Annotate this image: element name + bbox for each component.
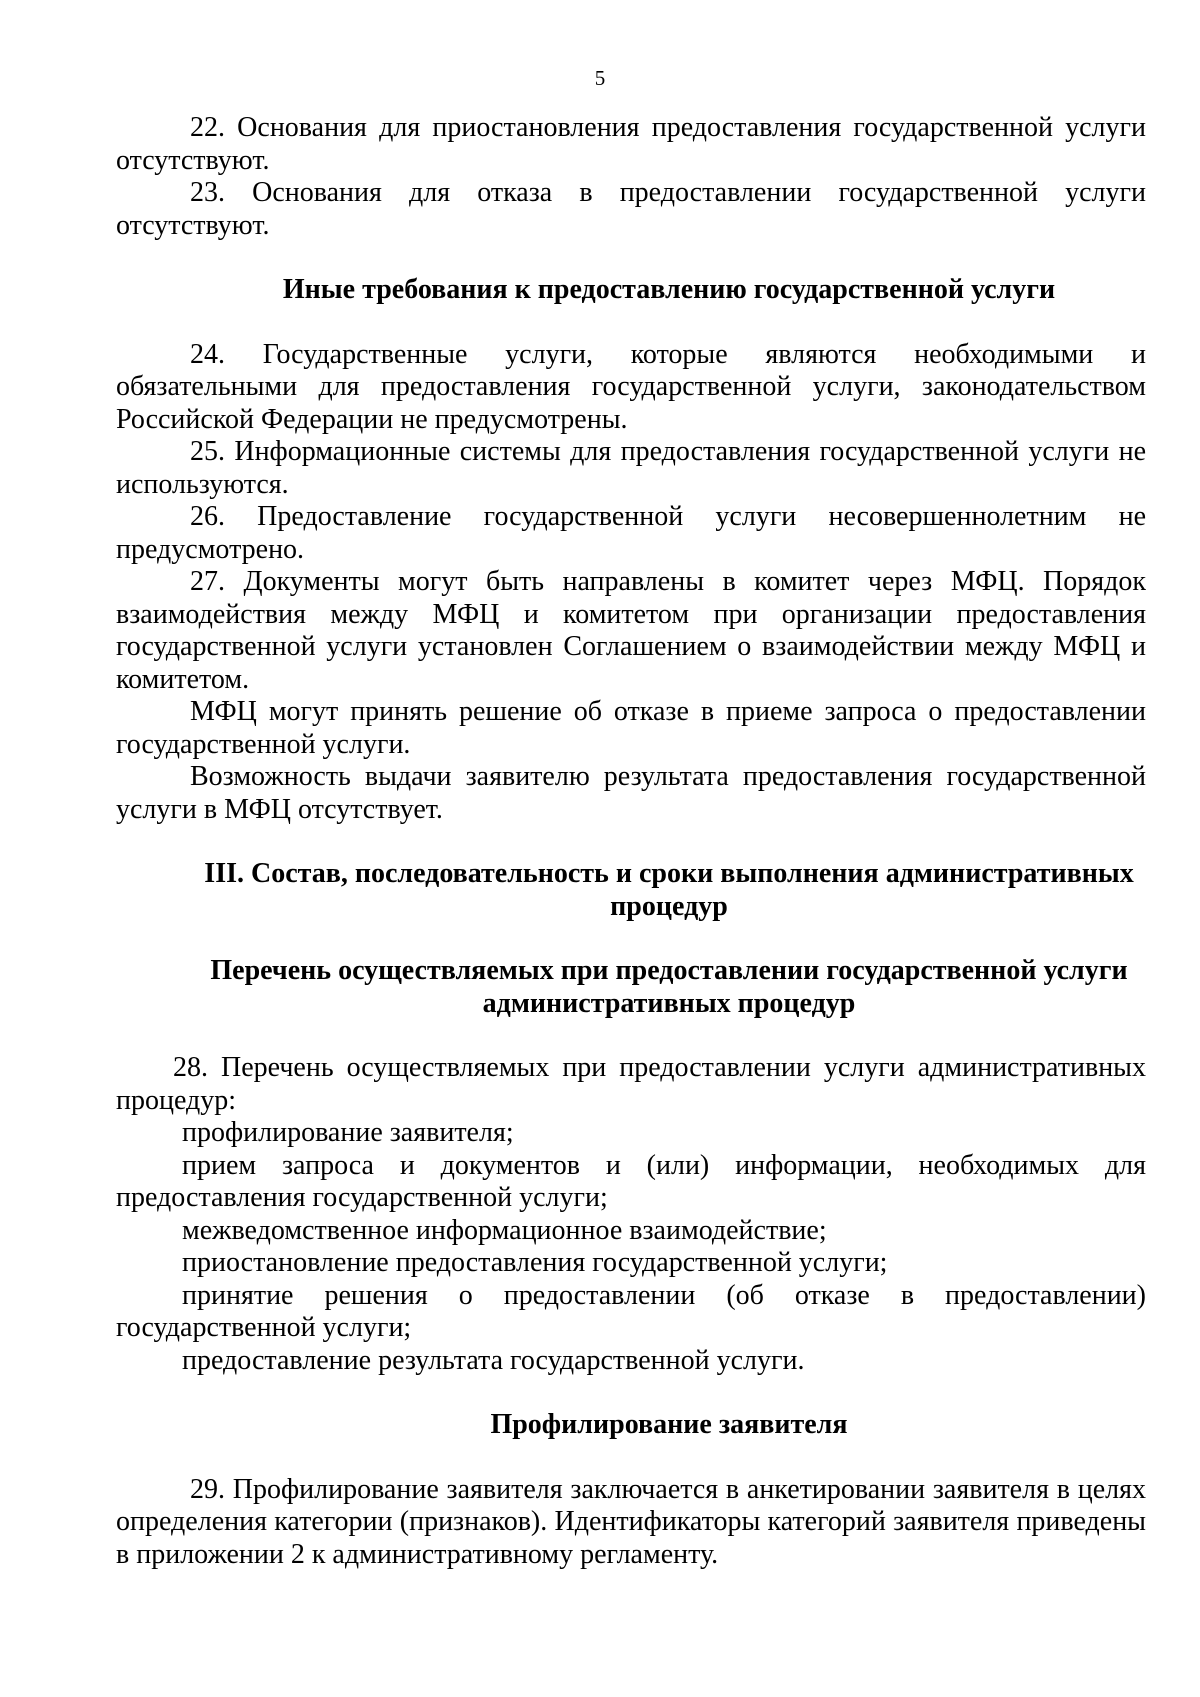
heading-procedures-list: Перечень осуществляемых при предоставлении государственной услуги административных процедур (210, 955, 1128, 1019)
paragraph-27-result: Возможность выдачи заявителю результата предоставления государственной услуги в МФЦ отсутствует. (116, 761, 1146, 825)
paragraph-23: 23. Основания для отказа в предоставлении государственной услуги отсутствуют. (116, 177, 1146, 241)
heading-section-3: III. Состав, последовательность и сроки выполнения административных процедур (204, 858, 1134, 922)
paragraph-24: 24. Государственные услуги, которые являются необходимыми и обязательными для предоставления государственной услуги, законодательством Российской Федерации не предусмотрены. (116, 338, 1146, 435)
paragraph-25: 25. Информационные системы для предоставления государственной услуги не используются. (116, 436, 1146, 500)
paragraph-29: 29. Профилирование заявителя заключается в анкетировании заявителя в целях определения категории (признаков). Идентификаторы категорий заявителя приведены в приложении 2 к административному регламенту. (116, 1473, 1146, 1570)
list-item: приостановление предоставления государственной услуги; (182, 1247, 888, 1278)
paragraph-28: 28. Перечень осуществляемых при предоставлении услуги административных процедур: (116, 1052, 1146, 1116)
paragraph-27: 27. Документы могут быть направлены в комитет через МФЦ. Порядок взаимодействия между МФЦ и комитетом при организации предоставления государственной услуги установлен Соглашением о взаимодействии между МФЦ и комитетом. (116, 566, 1146, 695)
list-item: принятие решения о предоставлении (об отказе в предоставлении) государственной услуги; (116, 1279, 1146, 1343)
list-item: прием запроса и документов и (или) информации, необходимых для предоставления государственной услуги; (116, 1149, 1146, 1213)
paragraph-22: 22. Основания для приостановления предоставления государственной услуги отсутствуют. (116, 112, 1146, 176)
heading-applicant-profiling: Профилирование заявителя (490, 1409, 848, 1440)
heading-other-requirements: Иные требования к предоставлению государственной услуги (282, 274, 1056, 305)
page-number: 5 (594, 66, 606, 90)
list-item: межведомственное информационное взаимодействие; (182, 1214, 827, 1246)
list-item: предоставление результата государственной услуги. (182, 1344, 805, 1376)
list-item: профилирование заявителя; (182, 1117, 514, 1148)
paragraph-27-mfc-refusal: МФЦ могут принять решение об отказе в приеме запроса о предоставлении государственной услуги. (116, 696, 1146, 760)
paragraph-26: 26. Предоставление государственной услуги несовершеннолетним не предусмотрено. (116, 501, 1146, 565)
document-body (116, 112, 1146, 1571)
